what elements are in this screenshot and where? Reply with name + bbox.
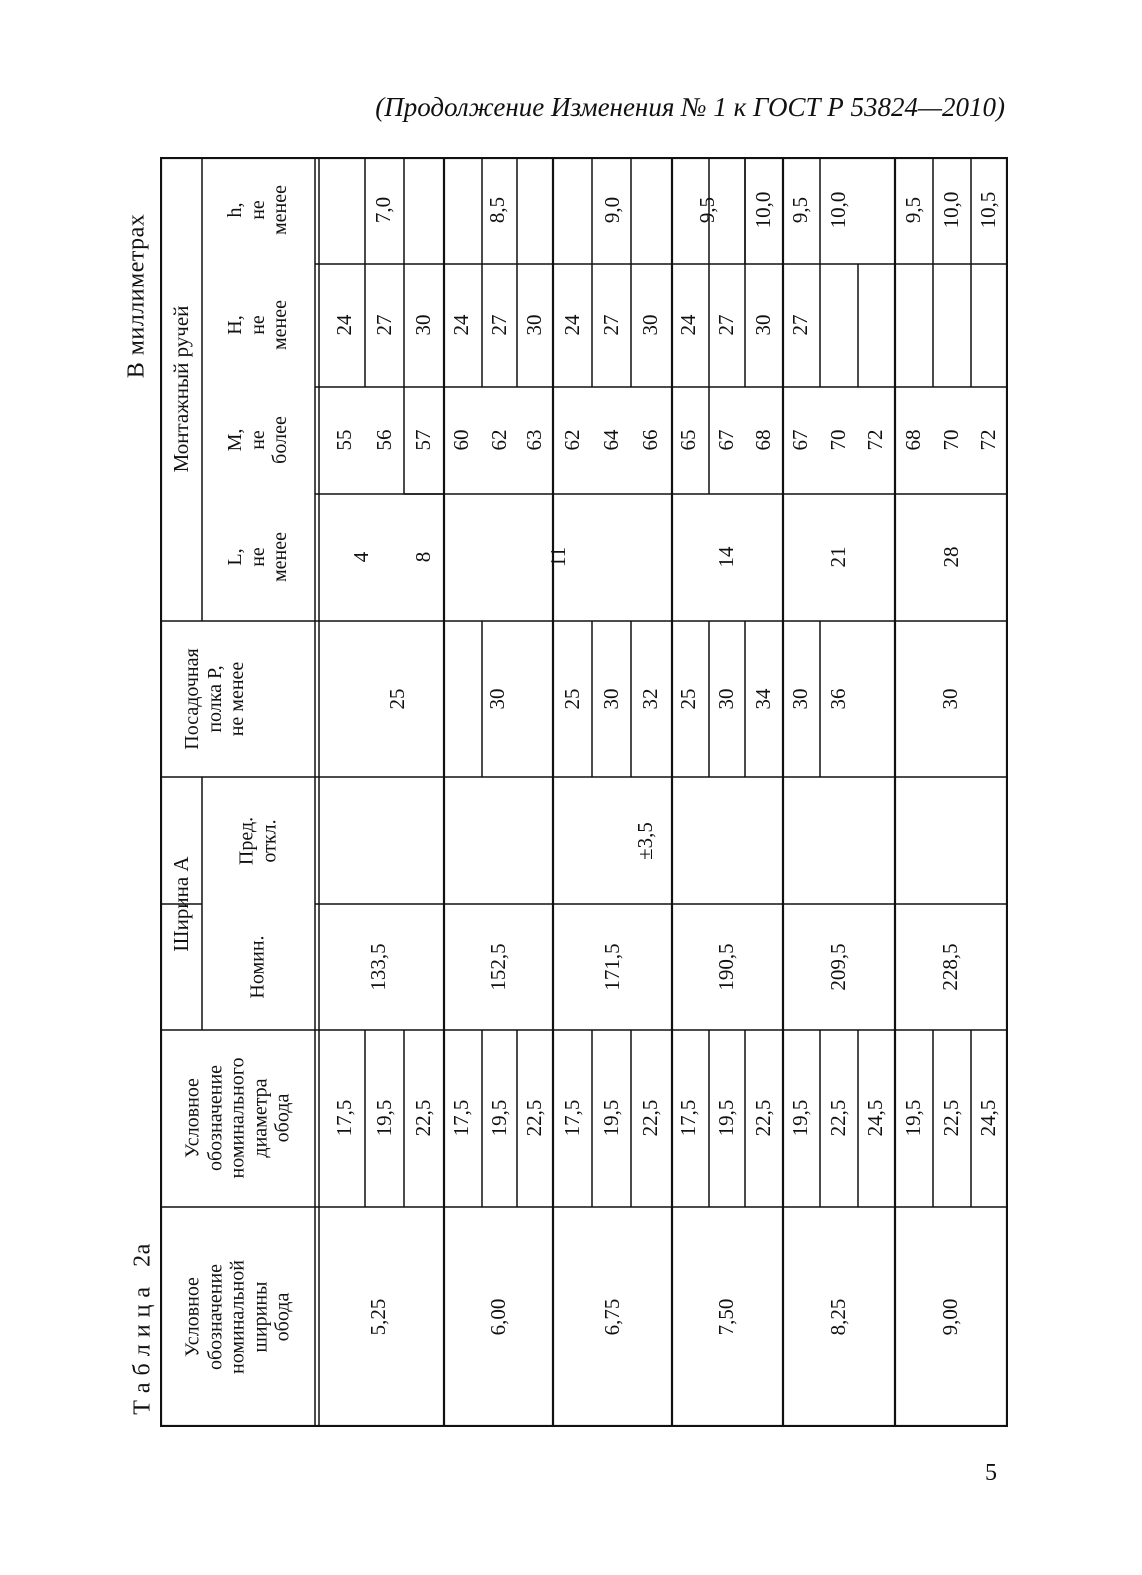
m-value-cell: 65	[676, 429, 701, 451]
h-upper-value-cell: 27	[714, 314, 739, 336]
p-value-cell: 30	[485, 688, 510, 710]
a-nominal-cell: 171,5	[600, 943, 625, 991]
m-value-cell: 68	[901, 429, 926, 451]
diameter-cell: 19,5	[714, 1099, 739, 1137]
h-lower-value-cell: 10,0	[751, 191, 776, 229]
header-diameter-designation: Условное обозначение номинального диаметра обода	[181, 1057, 294, 1179]
diameter-cell: 17,5	[676, 1099, 701, 1137]
h-upper-value-cell: 27	[599, 314, 624, 336]
h-upper-value-cell: 27	[788, 314, 813, 336]
diameter-cell: 24,5	[863, 1099, 888, 1137]
h-upper-value-cell: 24	[560, 314, 585, 336]
h-upper-value-cell: 30	[751, 314, 776, 336]
h-lower-value-cell: 9,0	[600, 196, 625, 224]
width-group-cell: 6,00	[486, 1298, 511, 1336]
diameter-cell: 24,5	[976, 1099, 1001, 1137]
h-upper-value-cell: 30	[638, 314, 663, 336]
m-value-cell: 72	[863, 429, 888, 451]
page-number: 5	[985, 1460, 997, 1486]
h-lower-value-cell: 9,5	[695, 196, 720, 224]
diameter-cell: 22,5	[826, 1099, 851, 1137]
h-upper-value-cell: 30	[522, 314, 547, 336]
l-value-cell: 21	[826, 546, 851, 568]
header-m: M, не более	[224, 416, 292, 464]
header-mounting-groove: Монтажный ручей	[169, 305, 194, 473]
a-nominal-cell: 209,5	[826, 943, 851, 991]
p-value-cell: 25	[560, 688, 585, 710]
m-value-cell: 72	[976, 429, 1001, 451]
width-group-cell: 7,50	[714, 1298, 739, 1336]
width-group-cell: 6,75	[600, 1298, 625, 1336]
diameter-cell: 17,5	[332, 1099, 357, 1137]
m-value-cell: 55	[332, 429, 357, 451]
h-lower-value-cell: 8,5	[485, 196, 510, 224]
width-group-cell: 8,25	[826, 1298, 851, 1336]
m-value-cell: 70	[826, 429, 851, 451]
h-upper-value-cell: 30	[411, 314, 436, 336]
p-value-cell: 30	[714, 688, 739, 710]
diameter-cell: 19,5	[599, 1099, 624, 1137]
header-tolerance: Пред. откл.	[235, 816, 280, 866]
header-note: (Продолжение Изменения № 1 к ГОСТ Р 53824—2010)	[375, 92, 1005, 122]
l-value-cell: 11	[546, 546, 571, 568]
m-value-cell: 63	[522, 429, 547, 451]
header-width-designation: Условное обозначение номинальной ширины обода	[181, 1260, 294, 1374]
m-value-cell: 62	[487, 429, 512, 451]
h-lower-value-cell: 10,5	[976, 191, 1001, 229]
h-lower-value-cell: 10,0	[939, 191, 964, 229]
p-value-cell: 30	[938, 688, 963, 710]
m-value-cell: 66	[638, 429, 663, 451]
diameter-cell: 22,5	[522, 1099, 547, 1137]
a-nominal-cell: 152,5	[486, 943, 511, 991]
width-group-cell: 5,25	[366, 1298, 391, 1336]
h-upper-value-cell: 24	[676, 314, 701, 336]
a-tolerance-cell: ±3,5	[633, 822, 658, 860]
width-group-cell: 9,00	[938, 1298, 963, 1336]
l-value-cell: 4	[349, 551, 374, 563]
l-value-cell: 8	[411, 551, 436, 563]
diameter-cell: 22,5	[411, 1099, 436, 1137]
p-value-cell: 30	[788, 688, 813, 710]
m-value-cell: 70	[939, 429, 964, 451]
m-value-cell: 64	[599, 429, 624, 451]
p-value-cell: 30	[599, 688, 624, 710]
header-h-upper: H, не менее	[224, 300, 292, 350]
header-seat-p: Посадочная полка Р, не менее	[181, 648, 249, 750]
h-lower-value-cell: 9,5	[901, 196, 926, 224]
h-lower-value-cell: 10,0	[826, 191, 851, 229]
a-nominal-cell: 228,5	[938, 943, 963, 991]
l-value-cell: 28	[939, 546, 964, 568]
diameter-cell: 19,5	[788, 1099, 813, 1137]
m-value-cell: 57	[411, 429, 436, 451]
h-upper-value-cell: 27	[372, 314, 397, 336]
diameter-cell: 22,5	[751, 1099, 776, 1137]
m-value-cell: 67	[788, 429, 813, 451]
diameter-cell: 22,5	[939, 1099, 964, 1137]
a-nominal-cell: 190,5	[714, 943, 739, 991]
header-width-a: Ширина А	[169, 856, 194, 952]
p-value-cell: 25	[676, 688, 701, 710]
header-nominal: Номин.	[246, 935, 269, 999]
h-upper-value-cell: 24	[449, 314, 474, 336]
m-value-cell: 68	[751, 429, 776, 451]
m-value-cell: 56	[372, 429, 397, 451]
diameter-cell: 17,5	[560, 1099, 585, 1137]
m-value-cell: 62	[560, 429, 585, 451]
diameter-cell: 19,5	[901, 1099, 926, 1137]
diameter-cell: 17,5	[449, 1099, 474, 1137]
header-h-lower: h, не менее	[224, 185, 292, 235]
l-value-cell: 14	[714, 546, 739, 568]
h-lower-value-cell: 9,5	[788, 196, 813, 224]
units-note: В миллиметрах	[123, 213, 150, 379]
p-value-cell: 32	[638, 688, 663, 710]
h-lower-value-cell: 7,0	[371, 196, 396, 224]
diameter-cell: 19,5	[372, 1099, 397, 1137]
h-upper-value-cell: 24	[332, 314, 357, 336]
a-nominal-cell: 133,5	[366, 943, 391, 991]
diameter-cell: 19,5	[487, 1099, 512, 1137]
header-l: L, не менее	[224, 532, 292, 582]
h-upper-value-cell: 27	[487, 314, 512, 336]
m-value-cell: 67	[714, 429, 739, 451]
table-2a	[160, 157, 1008, 1427]
p-value-cell: 34	[751, 688, 776, 710]
p-value-cell: 36	[826, 688, 851, 710]
table-title: Т а б л и ц а 2а	[129, 1243, 156, 1415]
m-value-cell: 60	[449, 429, 474, 451]
diameter-cell: 22,5	[638, 1099, 663, 1137]
p-value-cell: 25	[385, 688, 410, 710]
